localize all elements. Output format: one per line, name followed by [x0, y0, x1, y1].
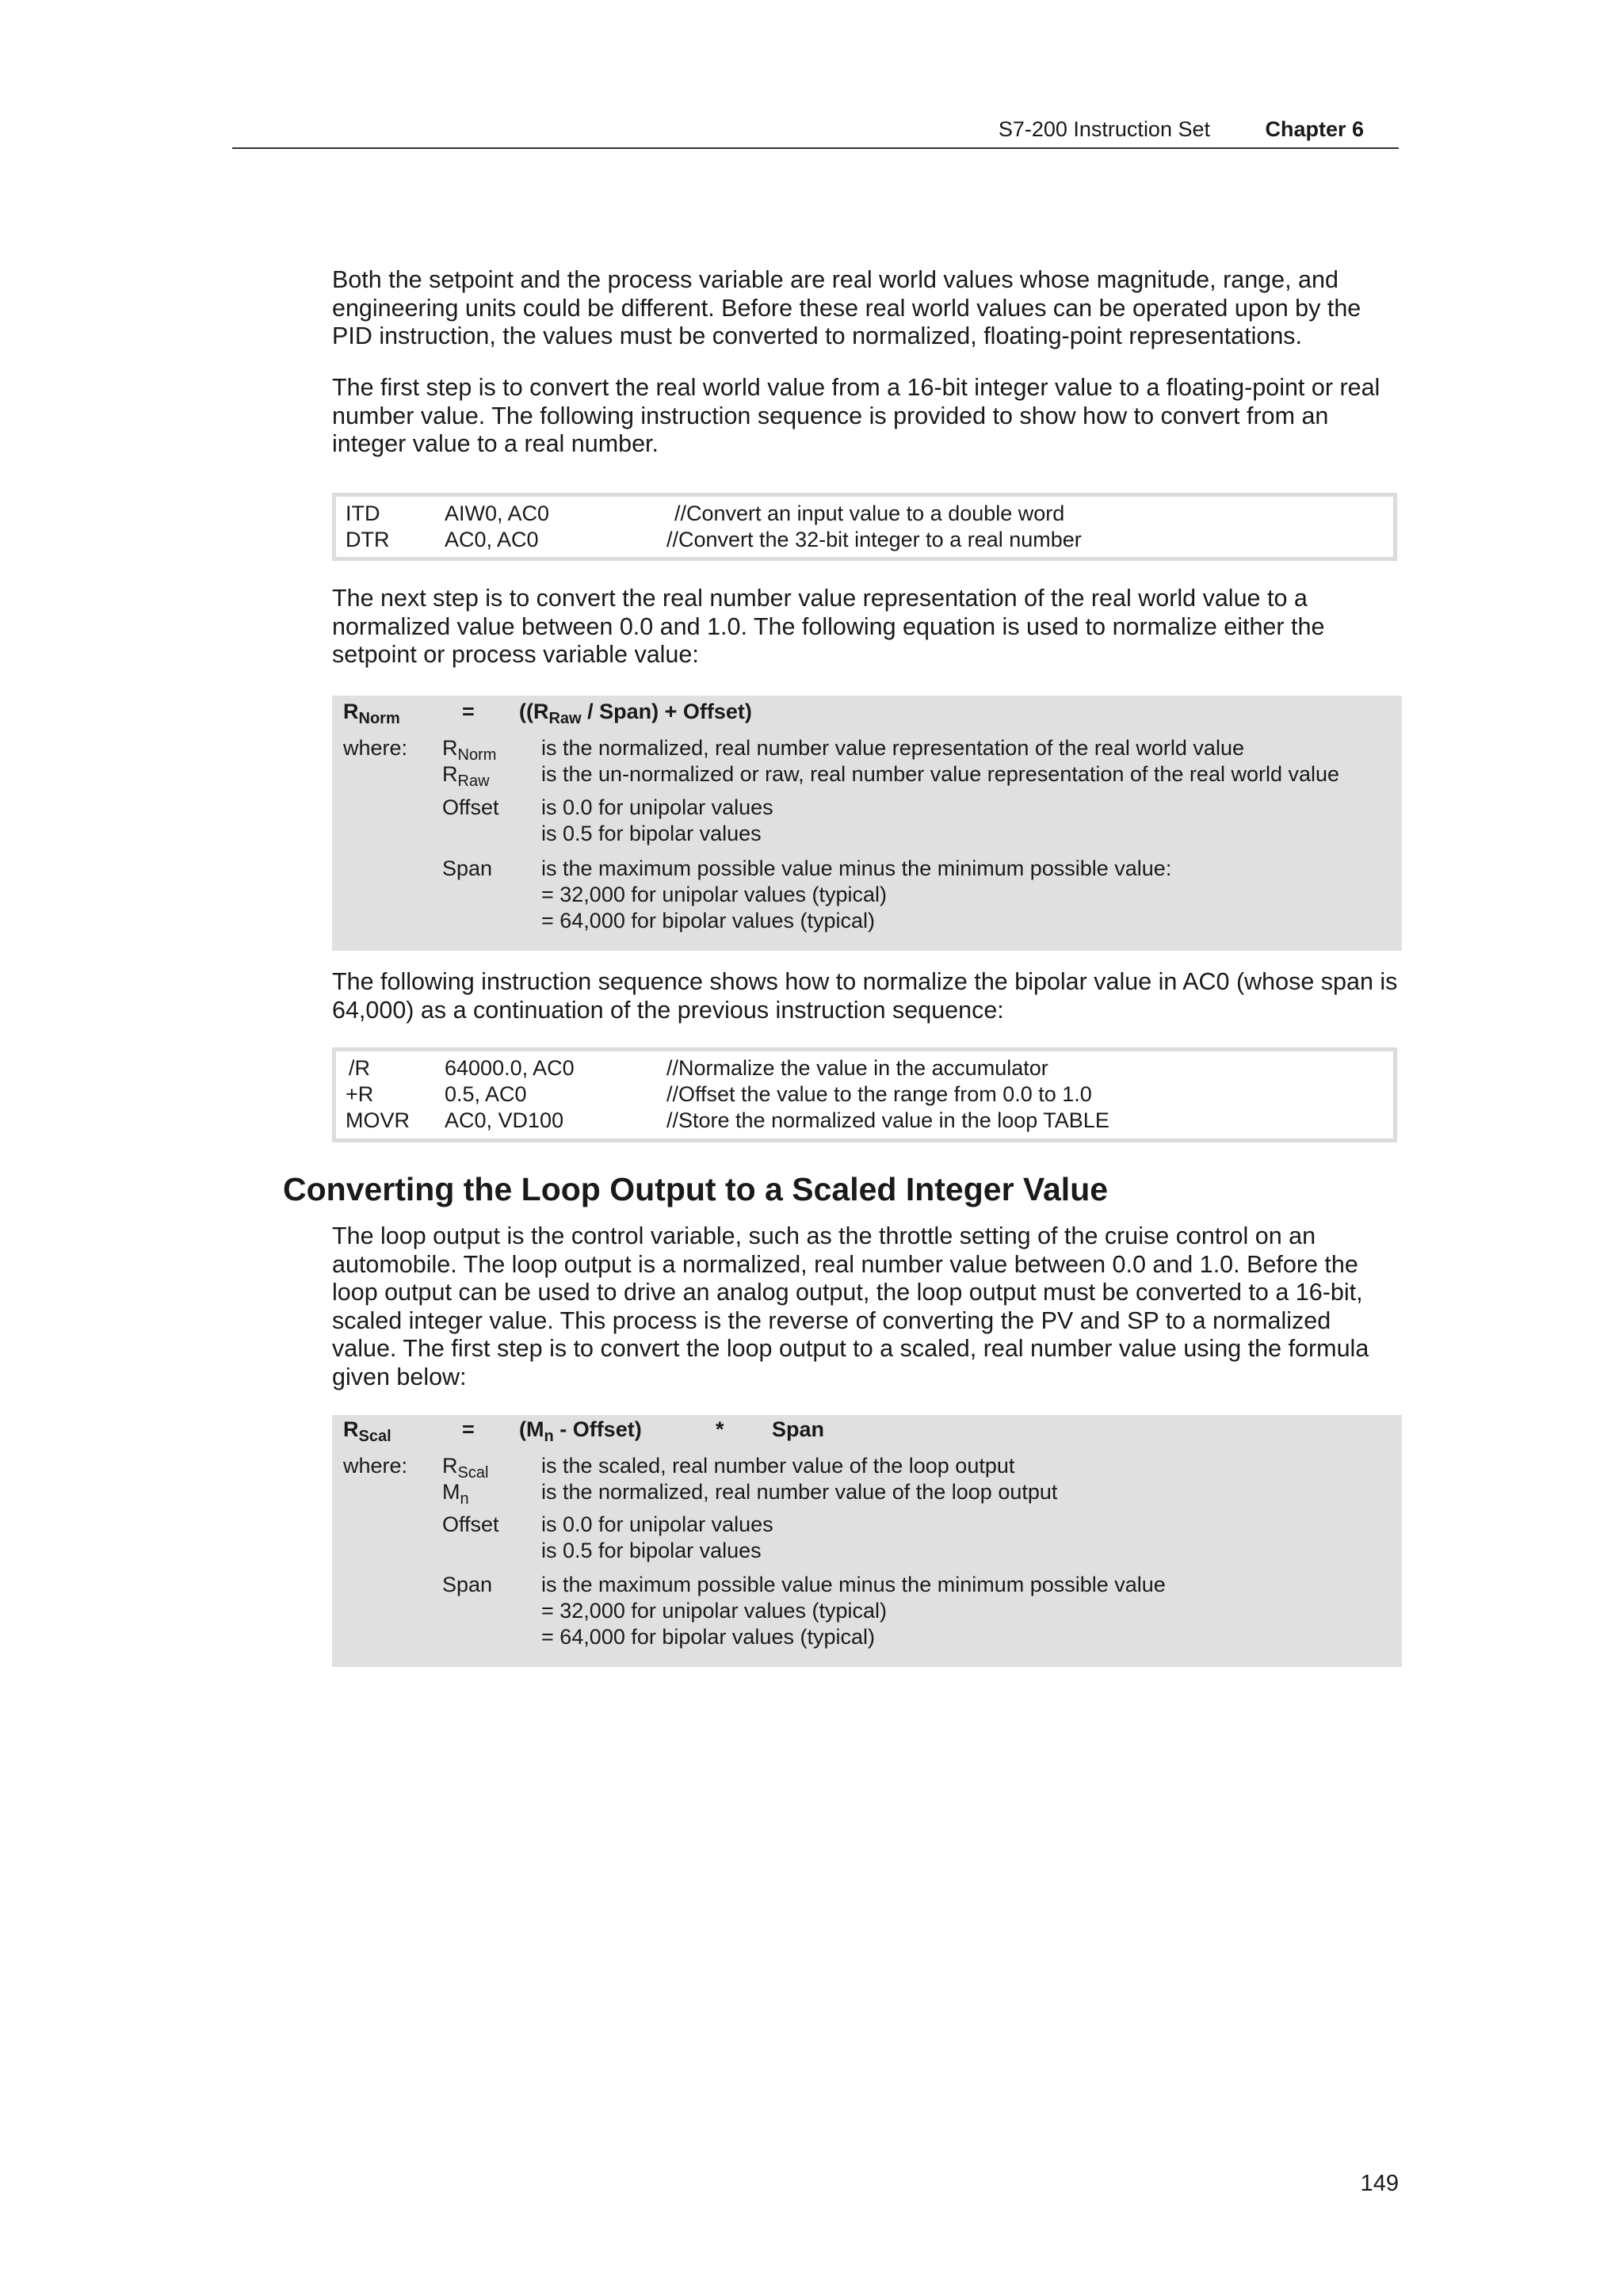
formula-definition: is the maximum possible value minus the minimum possible value — [541, 1573, 1166, 1596]
formula-definition: is the normalized, real number value of the loop output — [541, 1480, 1058, 1504]
paragraph-intro: Both the setpoint and the process variable are real world values whose magnitude, range, and engineering units could be different. Before these real world values can be operated upon by the PID instruction, the values must be converted to normalized, floating-point representations. — [332, 266, 1361, 349]
code-block-convert — [332, 493, 1397, 561]
formula-definition: = 64,000 for bipolar values (typical) — [541, 1625, 875, 1649]
formula-term: Span — [442, 1573, 493, 1596]
formula-definition: is 0.5 for bipolar values — [541, 1539, 762, 1562]
formula-definition: is the un-normalized or raw, real number value representation of the real world value — [541, 762, 1340, 786]
paragraph-normalize-sequence: The following instruction sequence shows how to normalize the bipolar value in AC0 (whose span is 64,000) as a continuation of the previous instruction sequence: — [332, 968, 1398, 1024]
formula-definition: = 32,000 for unipolar values (typical) — [541, 883, 887, 906]
code-operands: AC0, VD100 — [445, 1108, 564, 1132]
page-header — [232, 111, 1399, 149]
paragraph-convert-step: The first step is to convert the real world value from a 16-bit integer value to a floating-point or real number value. The following instruction sequence is provided to show how to convert from an integer value to a real number. — [332, 374, 1381, 457]
formula-definition: is the normalized, real number value representation of the real world value — [541, 736, 1244, 760]
code-comment: //Convert an input value to a double word — [674, 502, 1065, 525]
formula-lhs: $R_{Norm}$ — [343, 700, 400, 727]
header-section-title: S7-200 Instruction Set — [998, 117, 1210, 141]
formula-definition: is the scaled, real number value of the loop output — [541, 1454, 1015, 1478]
code-comment: //Offset the value to the range from 0.0 to 1.0 — [666, 1082, 1092, 1106]
formula-definition: is the maximum possible value minus the minimum possible value: — [541, 856, 1172, 880]
page-number: 149 — [1360, 2171, 1399, 2196]
paragraph-normalize-step: The next step is to convert the real number value representation of the real world value to a normalized value between 0.0 and 1.0. The following equation is used to normalize either the setpoint or process variable value: — [332, 585, 1325, 668]
code-block-normalize — [332, 1047, 1397, 1142]
formula-term: $M_n$ — [442, 1480, 469, 1508]
code-opcode: ITD — [346, 502, 380, 525]
code-comment: //Store the normalized value in the loop TABLE — [666, 1108, 1109, 1132]
formula-term: Span — [442, 856, 493, 880]
header-chapter-label: Chapter 6 — [1265, 117, 1364, 141]
formula-normalize — [332, 696, 1402, 951]
formula-definition: is 0.0 for unipolar values — [541, 795, 773, 819]
formula-definition: = 64,000 for bipolar values (typical) — [541, 909, 875, 933]
formula-rhs: (($R_{Raw}$ / Span) + Offset) — [519, 700, 752, 727]
section-heading: Converting the Loop Output to a Scaled Integer Value — [283, 1171, 1109, 1207]
formula-lhs: $R_{Scal}$ — [343, 1417, 391, 1445]
formula-term: $R_{Raw}$ — [442, 762, 490, 790]
formula-times: * — [716, 1417, 724, 1441]
code-opcode: DTR — [346, 528, 390, 551]
code-opcode: +R — [346, 1082, 374, 1106]
paragraph-loop-output: The loop output is the control variable, such as the throttle setting of the cruise control on an automobile. The loop output is a normalized, real number value between 0.0 and 1.0. Before the loop output can be used to drive an analog output, the loop output must be converted to a 16-bit, scaled integer value. This process is the reverse of converting the PV and SP to a normalized value. The first step is to convert the loop output to a scaled, real number value using the formula given below: — [332, 1222, 1369, 1390]
code-opcode: /R — [349, 1056, 370, 1080]
code-operands: 0.5, AC0 — [445, 1082, 527, 1106]
formula-term: Offset — [442, 795, 499, 819]
formula-rhs: ($M_n$ - Offset) — [519, 1417, 642, 1445]
code-comment: //Normalize the value in the accumulator — [666, 1056, 1048, 1080]
formula-term: $R_{Scal}$ — [442, 1454, 489, 1482]
code-operands: AIW0, AC0 — [445, 502, 550, 525]
code-operands: 64000.0, AC0 — [445, 1056, 575, 1080]
formula-term: $R_{Norm}$ — [442, 736, 497, 764]
formula-scale — [332, 1415, 1402, 1667]
formula-definition: is 0.0 for unipolar values — [541, 1512, 773, 1536]
formula-where-label: where: — [343, 736, 408, 760]
formula-equals: = — [462, 700, 475, 723]
formula-definition: is 0.5 for bipolar values — [541, 822, 762, 845]
formula-term: Offset — [442, 1512, 499, 1536]
code-comment: //Convert the 32-bit integer to a real number — [666, 528, 1082, 551]
formula-where-label: where: — [343, 1454, 408, 1478]
code-opcode: MOVR — [346, 1108, 410, 1132]
formula-definition: = 32,000 for unipolar values (typical) — [541, 1599, 887, 1623]
formula-equals: = — [462, 1417, 475, 1441]
formula-span: Span — [772, 1417, 825, 1441]
code-operands: AC0, AC0 — [445, 528, 539, 551]
